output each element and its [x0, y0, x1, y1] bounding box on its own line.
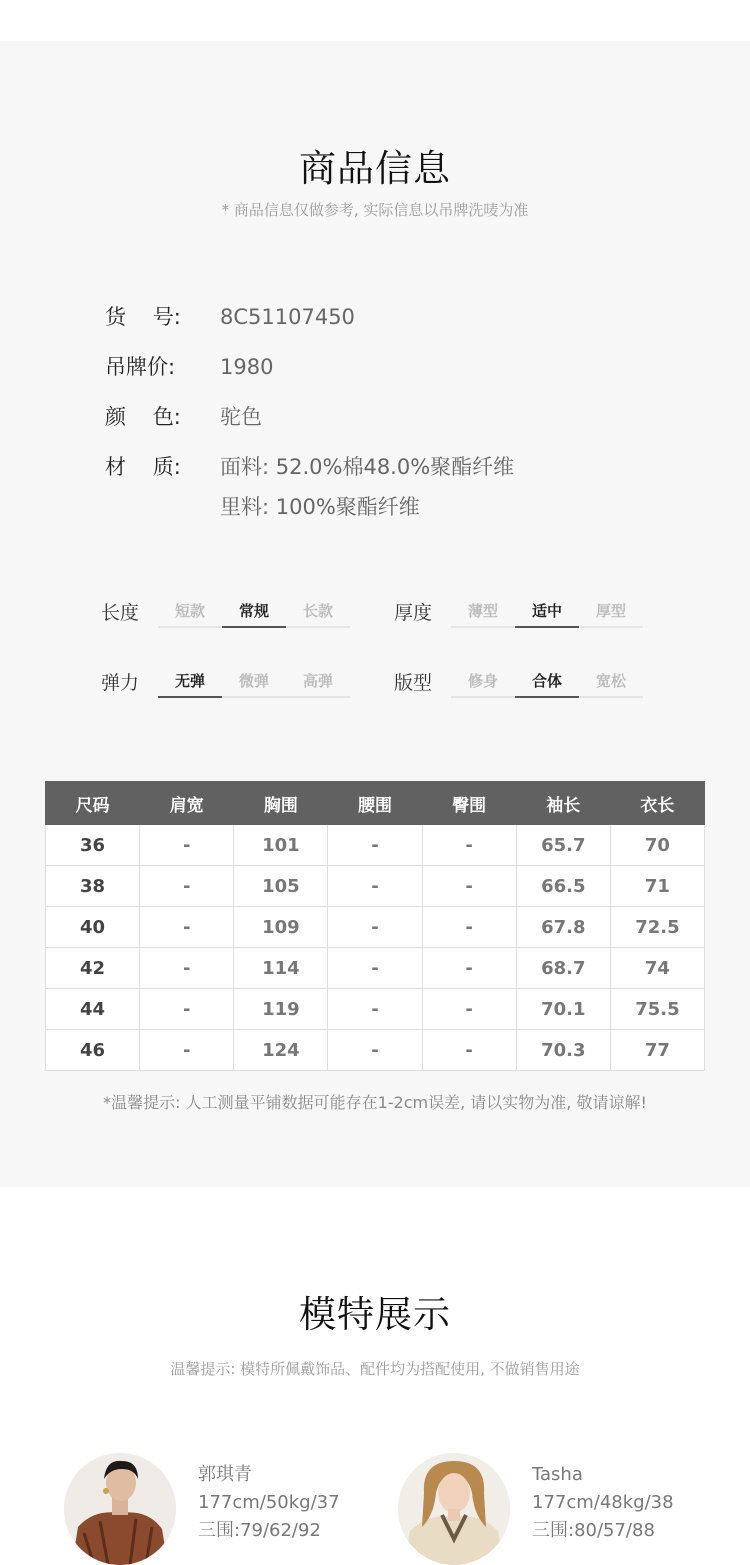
table-row — [46, 866, 705, 907]
table-cell: - — [422, 989, 516, 1030]
info-value: 驼色 — [220, 405, 262, 429]
table-cell: 36 — [46, 825, 140, 866]
info-label: 货 号: — [105, 305, 181, 329]
header-size: 尺码 — [46, 782, 140, 825]
table-cell: - — [422, 1030, 516, 1071]
attribute-option: 短款 — [158, 598, 222, 628]
table-row — [46, 948, 705, 989]
attribute-option: 宽松 — [579, 668, 643, 698]
table-cell: 46 — [46, 1030, 140, 1071]
header-length: 衣长 — [610, 782, 704, 825]
table-cell: - — [422, 866, 516, 907]
table-cell: - — [328, 907, 422, 948]
measure-note: *温馨提示: 人工测量平铺数据可能存在1-2cm误差, 请以实物为准, 敬请谅解! — [103, 1093, 647, 1112]
table-cell: - — [140, 907, 234, 948]
product-info-title: 商品信息 — [299, 147, 451, 190]
model-info — [532, 1461, 674, 1545]
table-row — [46, 1030, 705, 1071]
table-cell: 71 — [610, 866, 704, 907]
table-cell: 70 — [610, 825, 704, 866]
table-cell: 75.5 — [610, 989, 704, 1030]
table-cell: 74 — [610, 948, 704, 989]
info-label: 材 质: — [105, 455, 181, 479]
table-cell: - — [422, 825, 516, 866]
model-card — [64, 1453, 364, 1546]
attribute-label: 厚度 — [394, 602, 433, 624]
model-name: 郭琪青 — [198, 1464, 252, 1485]
table-cell: 38 — [46, 866, 140, 907]
model-measurements: 三围:80/57/88 — [532, 1520, 655, 1541]
table-row — [46, 825, 705, 866]
table-cell: - — [328, 825, 422, 866]
attribute-option: 高弹 — [286, 668, 350, 698]
table-cell: 65.7 — [516, 825, 610, 866]
attribute-elasticity — [101, 668, 361, 698]
product-info-subtitle: * 商品信息仅做参考, 实际信息以吊牌洗唛为准 — [221, 201, 529, 219]
model-info — [198, 1461, 340, 1545]
attribute-label: 长度 — [101, 602, 140, 624]
table-cell: 70.3 — [516, 1030, 610, 1071]
table-cell: 101 — [234, 825, 328, 866]
header-sleeve: 袖长 — [516, 782, 610, 825]
model-section-title: 模特展示 — [299, 1293, 451, 1336]
table-cell: - — [140, 825, 234, 866]
info-label: 颜 色: — [105, 405, 181, 429]
attribute-length — [101, 598, 361, 628]
table-cell: 66.5 — [516, 866, 610, 907]
attribute-option: 薄型 — [451, 598, 515, 628]
table-cell: 72.5 — [610, 907, 704, 948]
size-table — [45, 781, 705, 1071]
table-cell: 67.8 — [516, 907, 610, 948]
table-cell: - — [140, 989, 234, 1030]
table-row — [46, 907, 705, 948]
info-value: 8C51107450 — [220, 305, 355, 329]
model-section-subtitle: 温馨提示: 模特所佩戴饰品、配件均为搭配使用, 不做销售用途 — [170, 1360, 580, 1378]
attribute-option: 厚型 — [579, 598, 643, 628]
attribute-option-selected: 常规 — [222, 598, 286, 628]
avatar — [64, 1453, 176, 1565]
model-card — [398, 1453, 698, 1546]
attribute-option-selected: 适中 — [515, 598, 579, 628]
table-cell: 77 — [610, 1030, 704, 1071]
table-cell: - — [328, 989, 422, 1030]
attribute-option-selected: 无弹 — [158, 668, 222, 698]
table-cell: - — [328, 948, 422, 989]
table-cell: 124 — [234, 1030, 328, 1071]
table-cell: 119 — [234, 989, 328, 1030]
table-cell: - — [140, 1030, 234, 1071]
attribute-option: 微弹 — [222, 668, 286, 698]
attribute-option-selected: 合体 — [515, 668, 579, 698]
model-photo-icon — [64, 1453, 176, 1565]
info-label: 吊牌价: — [105, 355, 176, 379]
table-cell: - — [328, 1030, 422, 1071]
table-cell: 40 — [46, 907, 140, 948]
table-cell: 70.1 — [516, 989, 610, 1030]
table-row — [46, 989, 705, 1030]
info-value: 1980 — [220, 355, 274, 379]
table-cell: 68.7 — [516, 948, 610, 989]
attribute-thickness — [394, 598, 654, 628]
table-cell: 114 — [234, 948, 328, 989]
attribute-option: 修身 — [451, 668, 515, 698]
attribute-option: 长款 — [286, 598, 350, 628]
model-name: Tasha — [532, 1464, 583, 1485]
header-waist: 腰围 — [328, 782, 422, 825]
table-cell: - — [422, 948, 516, 989]
table-cell: 105 — [234, 866, 328, 907]
attribute-fit — [394, 668, 654, 698]
avatar — [398, 1453, 510, 1565]
table-cell: 109 — [234, 907, 328, 948]
info-value-lining: 里料: 100%聚酯纤维 — [220, 495, 420, 519]
model-measurements: 三围:79/62/92 — [198, 1520, 321, 1541]
size-table-header — [46, 782, 705, 825]
model-stats: 177cm/48kg/38 — [532, 1492, 674, 1513]
header-shoulder: 肩宽 — [140, 782, 234, 825]
header-hip: 臀围 — [422, 782, 516, 825]
table-cell: - — [422, 907, 516, 948]
attribute-label: 弹力 — [101, 672, 140, 694]
table-cell: 42 — [46, 948, 140, 989]
attribute-label: 版型 — [394, 672, 433, 694]
table-cell: 44 — [46, 989, 140, 1030]
info-value-fabric: 面料: 52.0%棉48.0%聚酯纤维 — [220, 455, 515, 479]
table-cell: - — [328, 866, 422, 907]
header-chest: 胸围 — [234, 782, 328, 825]
table-cell: - — [140, 866, 234, 907]
model-photo-icon — [398, 1453, 510, 1565]
table-cell: - — [140, 948, 234, 989]
model-stats: 177cm/50kg/37 — [198, 1492, 340, 1513]
